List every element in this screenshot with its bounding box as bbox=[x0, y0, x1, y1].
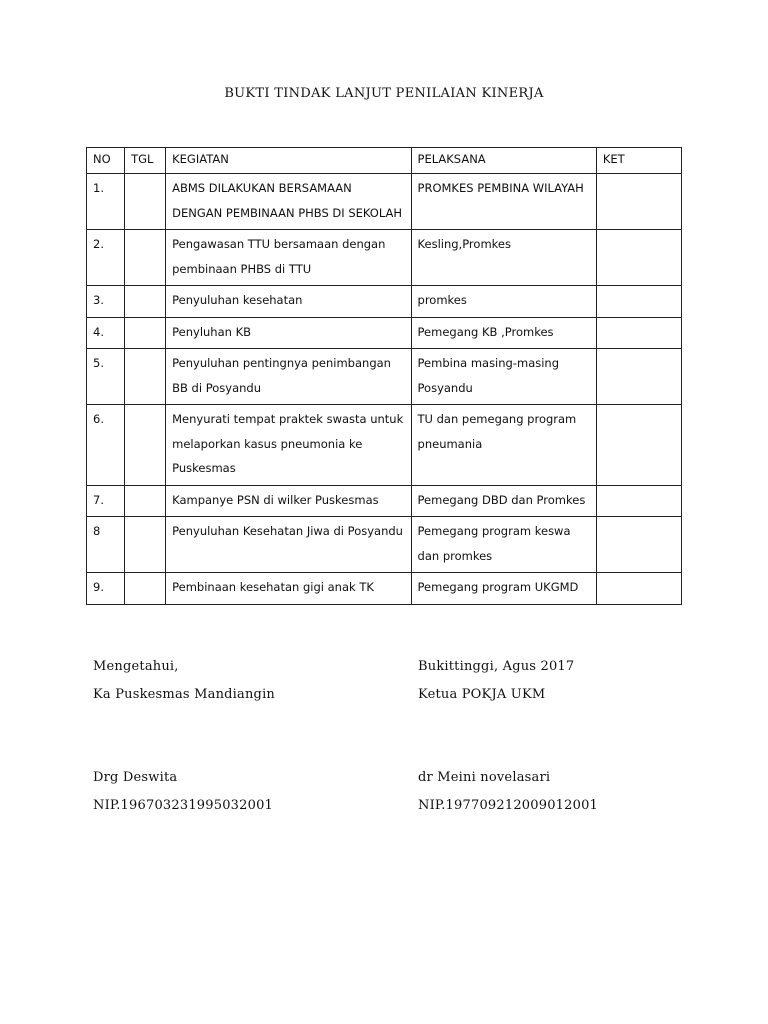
right-signer-nip: NIP.197709212009012001 bbox=[418, 798, 599, 813]
cell-no: 2. bbox=[87, 230, 125, 286]
cell-tgl bbox=[125, 174, 166, 230]
cell-pelaksana: Pemegang program UKGMD bbox=[411, 573, 596, 605]
table-row bbox=[87, 485, 682, 517]
header-pelaksana: PELAKSANA bbox=[411, 148, 596, 174]
cell-pelaksana: Pemegang DBD dan Promkes bbox=[411, 485, 596, 517]
table-row bbox=[87, 349, 682, 405]
cell-pelaksana: PROMKES PEMBINA WILAYAH bbox=[411, 174, 596, 230]
cell-kegiatan: Penyuluhan kesehatan bbox=[166, 286, 411, 318]
header-tgl: TGL bbox=[125, 148, 166, 174]
cell-no: 4. bbox=[87, 317, 125, 349]
cell-ket bbox=[596, 485, 681, 517]
cell-kegiatan: Menyurati tempat praktek swasta untuk melaporkan kasus pneumonia ke Puskesmas bbox=[166, 405, 411, 486]
cell-tgl bbox=[125, 286, 166, 318]
cell-tgl bbox=[125, 405, 166, 486]
cell-pelaksana: promkes bbox=[411, 286, 596, 318]
cell-kegiatan: ABMS DILAKUKAN BERSAMAAN DENGAN PEMBINAAN PHBS DI SEKOLAH bbox=[166, 174, 411, 230]
cell-tgl bbox=[125, 573, 166, 605]
table-row bbox=[87, 405, 682, 486]
header-no: NO bbox=[87, 148, 125, 174]
kinerja-table bbox=[86, 147, 682, 605]
cell-ket bbox=[596, 286, 681, 318]
cell-no: 6. bbox=[87, 405, 125, 486]
table-row bbox=[87, 317, 682, 349]
table-row bbox=[87, 573, 682, 605]
cell-tgl bbox=[125, 349, 166, 405]
header-kegiatan: KEGIATAN bbox=[166, 148, 411, 174]
cell-pelaksana: Kesling,Promkes bbox=[411, 230, 596, 286]
cell-pelaksana: Pemegang program keswa dan promkes bbox=[411, 517, 596, 573]
cell-pelaksana: Pembina masing-masing Posyandu bbox=[411, 349, 596, 405]
cell-no: 1. bbox=[87, 174, 125, 230]
cell-kegiatan: Penyluhan KB bbox=[166, 317, 411, 349]
header-ket: KET bbox=[596, 148, 681, 174]
cell-ket bbox=[596, 517, 681, 573]
cell-no: 5. bbox=[87, 349, 125, 405]
left-signer-name: Drg Deswita bbox=[93, 770, 178, 785]
cell-kegiatan: Pengawasan TTU bersamaan dengan pembinaan PHBS di TTU bbox=[166, 230, 411, 286]
cell-kegiatan: Pembinaan kesehatan gigi anak TK bbox=[166, 573, 411, 605]
cell-no: 8 bbox=[87, 517, 125, 573]
table-row bbox=[87, 174, 682, 230]
cell-tgl bbox=[125, 230, 166, 286]
cell-ket bbox=[596, 317, 681, 349]
cell-kegiatan: Penyuluhan Kesehatan Jiwa di Posyandu bbox=[166, 517, 411, 573]
table-row bbox=[87, 286, 682, 318]
right-signer-name: dr Meini novelasari bbox=[418, 770, 551, 785]
cell-no: 3. bbox=[87, 286, 125, 318]
place-date: Bukittinggi, Agus 2017 bbox=[418, 659, 575, 674]
cell-no: 9. bbox=[87, 573, 125, 605]
table-row bbox=[87, 517, 682, 573]
table-row bbox=[87, 230, 682, 286]
cell-tgl bbox=[125, 317, 166, 349]
cell-tgl bbox=[125, 485, 166, 517]
cell-ket bbox=[596, 230, 681, 286]
cell-tgl bbox=[125, 517, 166, 573]
cell-kegiatan: Penyuluhan pentingnya penimbangan BB di Posyandu bbox=[166, 349, 411, 405]
cell-kegiatan: Kampanye PSN di wilker Puskesmas bbox=[166, 485, 411, 517]
right-signer-position: Ketua POKJA UKM bbox=[418, 687, 546, 702]
table-header-row bbox=[87, 148, 682, 174]
cell-ket bbox=[596, 349, 681, 405]
left-signer-position: Ka Puskesmas Mandiangin bbox=[93, 687, 275, 702]
acknowledge-label: Mengetahui, bbox=[93, 659, 179, 674]
cell-ket bbox=[596, 174, 681, 230]
cell-ket bbox=[596, 405, 681, 486]
cell-no: 7. bbox=[87, 485, 125, 517]
document-title: BUKTI TINDAK LANJUT PENILAIAN KINERJA bbox=[224, 86, 544, 101]
cell-pelaksana: TU dan pemegang program pneumania bbox=[411, 405, 596, 486]
cell-pelaksana: Pemegang KB ,Promkes bbox=[411, 317, 596, 349]
left-signer-nip: NIP.196703231995032001 bbox=[93, 798, 274, 813]
cell-ket bbox=[596, 573, 681, 605]
